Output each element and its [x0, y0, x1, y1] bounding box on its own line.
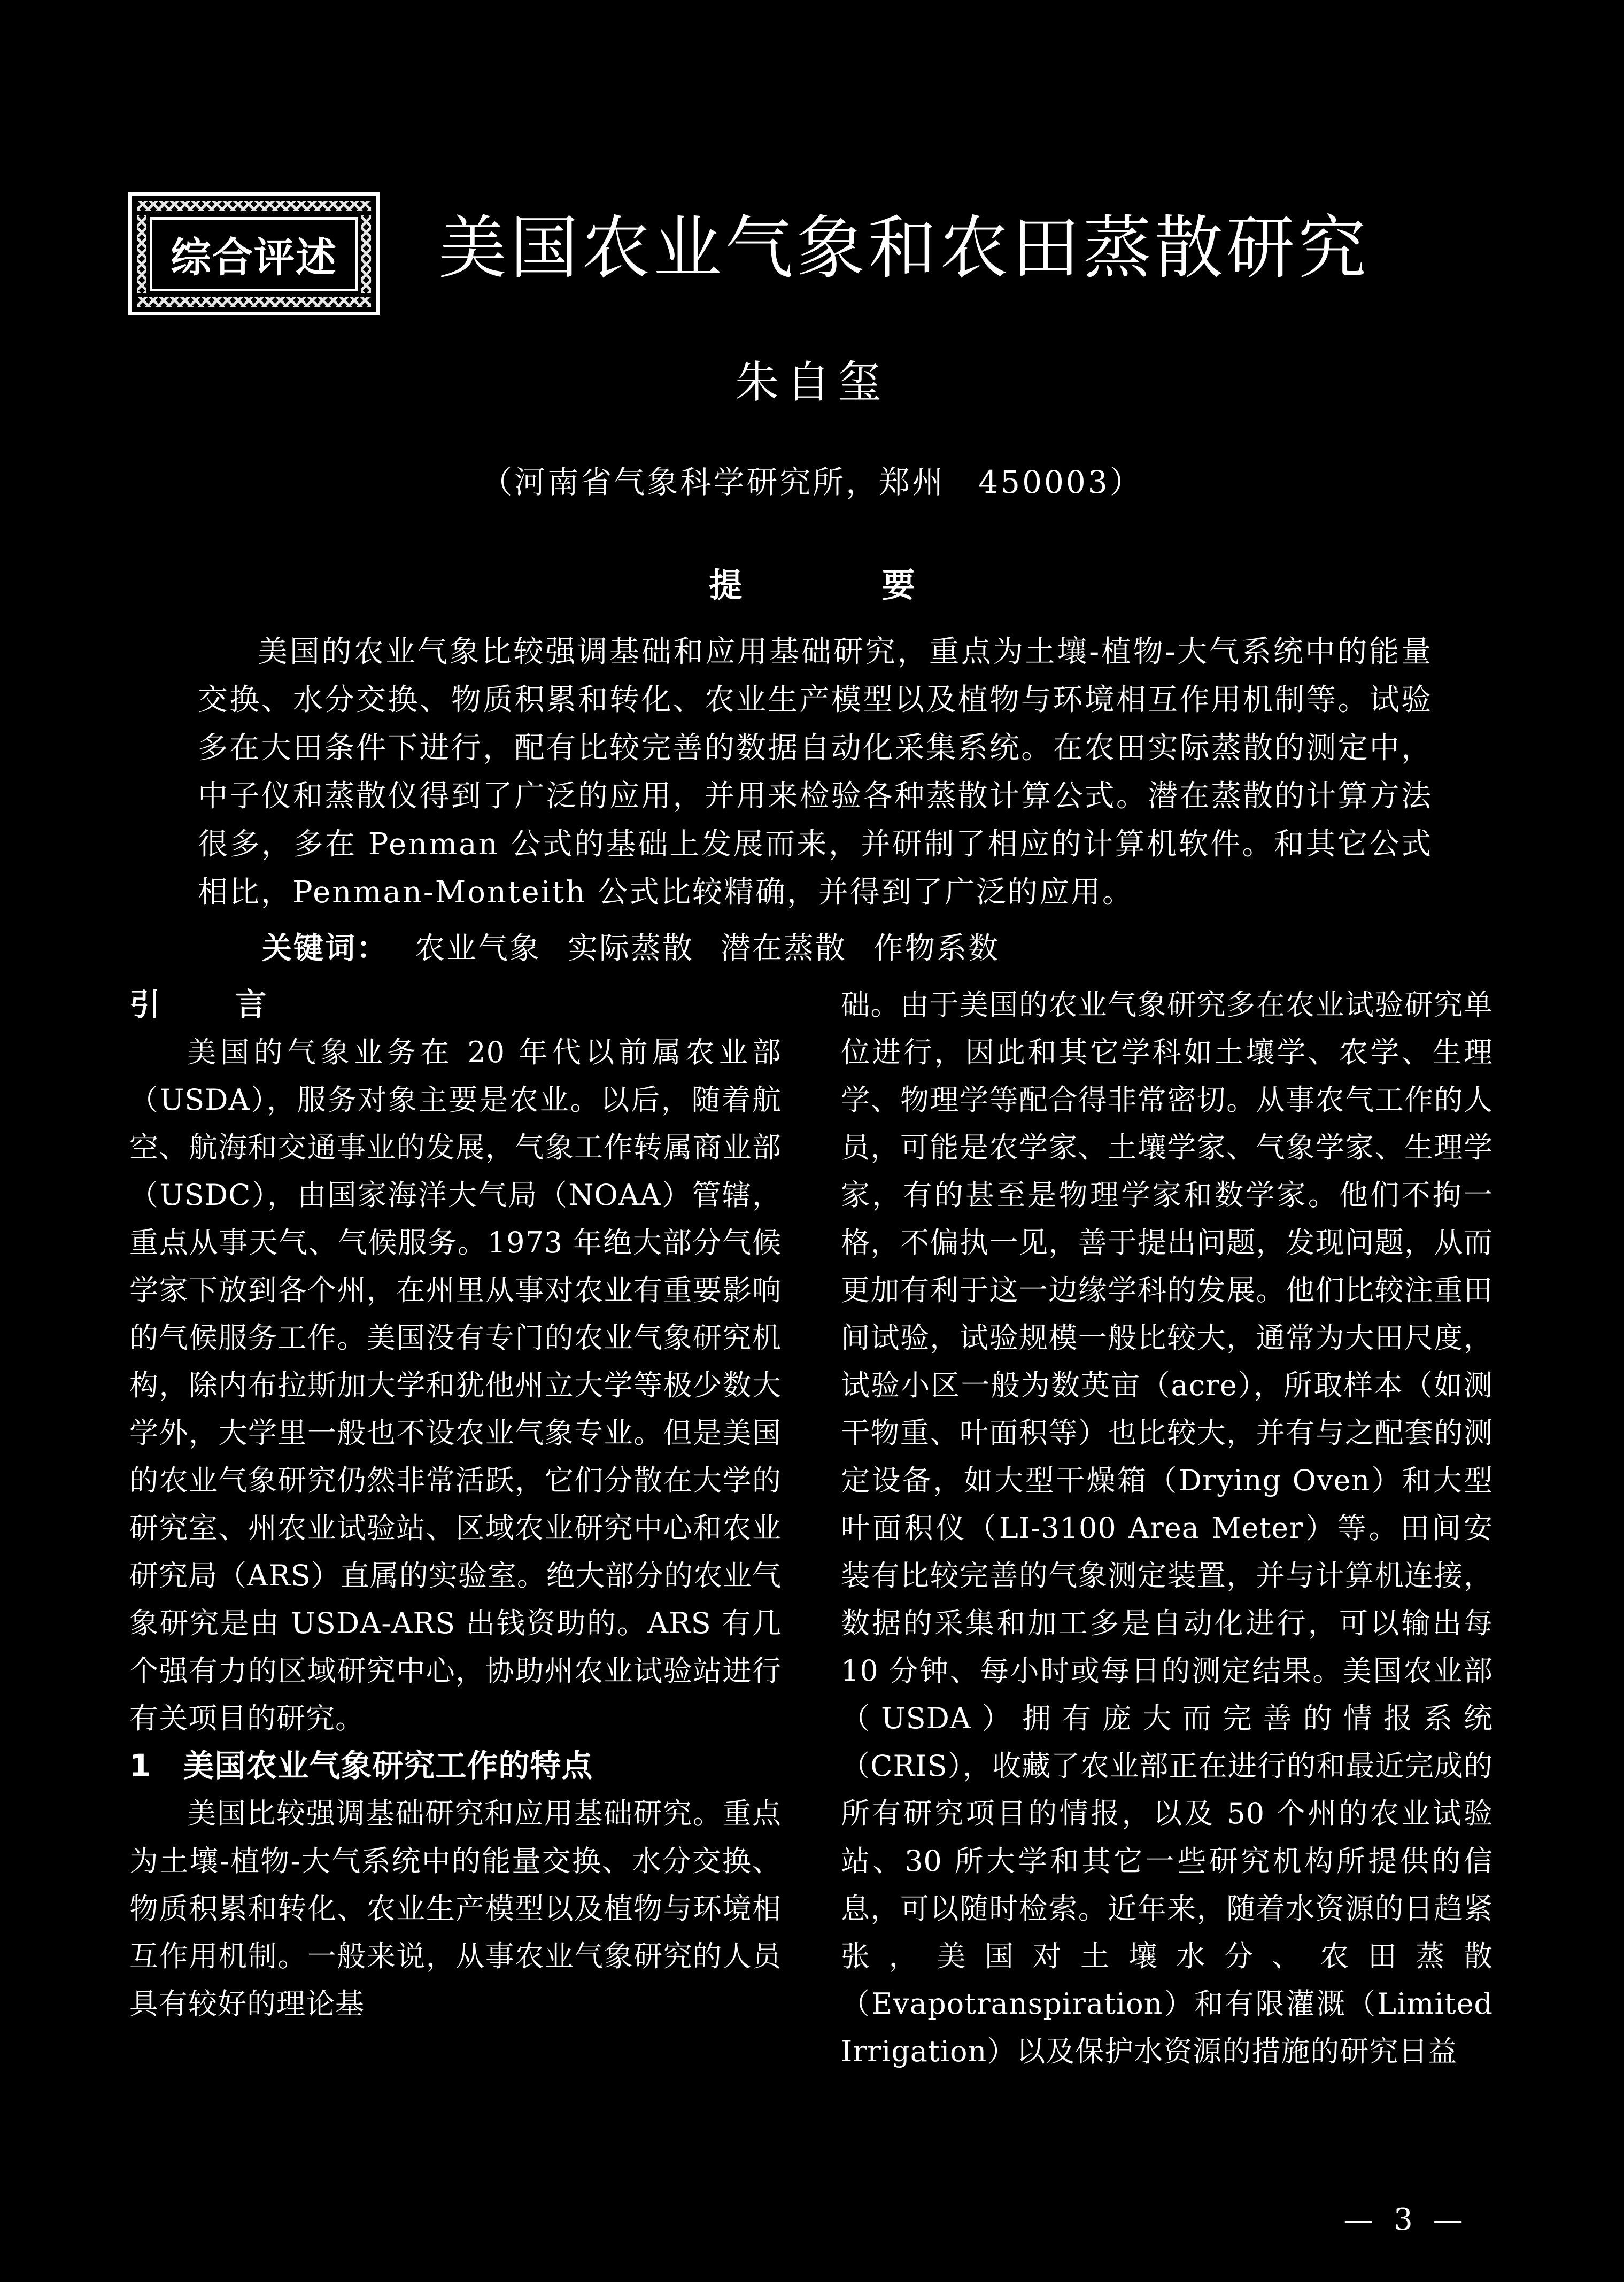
body-column-left: [129, 981, 782, 2028]
badge-border-pattern-left: [137, 215, 146, 293]
section-1-paragraph-continued: 础。由于美国的农业气象研究多在农业试验研究单位进行，因此和其它学科如土壤学、农学、生理学、物理学等配合得非常密切。从事农气工作的人员，可能是农学家、土壤学家、气象学家、生理学家，有的甚至是物理学家和数学家。他们不拘一格，不偏执一见，善于提出问题，发现问题，从而更加有利于这一边缘学科的发展。他们比较注重田间试验，试验规模一般比较大，通常为大田尺度，试验小区一般为数英亩（acre），所取样本（如测干物重、叶面积等）也比较大，并有与之配套的测定设备，如大型干燥箱（Drying Oven）和大型叶面积仪（LI-3100 Area Meter）等。田间安装有比较完善的气象测定装置，并与计算机连接，数据的采集和加工多是自动化进行，可以输出每 10 分钟、每小时或每日的测定结果。美国农业部（USDA）拥有庞大而完善的情报系统（CRIS），收藏了农业部正在进行的和最近完成的所有研究项目的情报，以及 50 个州的农业试验站、30 所大学和其它一些研究机构所提供的信息，可以随时检索。近年来，随着水资源的日趋紧张，美国对土壤水分、农田蒸散（Evapotranspiration）和有限灌溉（Limited Irrigation）以及保护水资源的措施的研究日益: [841, 988, 1493, 2068]
keyword-item: 潜在蒸散: [721, 931, 847, 966]
abstract-text: 美国的农业气象比较强调基础和应用基础研究，重点为土壤-植物-大气系统中的能量交换、水分交换、物质积累和转化、农业生产模型以及植物与环境相互作用机制等。试验多在大田条件下进行，配有比较完善的数据自动化采集系统。在农田实际蒸散的测定中，中子仪和蒸散仪得到了广泛的应用，并用来检验各种蒸散计算公式。潜在蒸散的计算方法很多，多在 Penman 公式的基础上发展而来，并研制了相应的计算机软件。和其它公式相比，Penman-Monteith 公式比较精确，并得到了广泛的应用。: [198, 635, 1433, 910]
keywords-line: [262, 925, 1491, 968]
badge-border-pattern-bottom: [137, 297, 371, 307]
intro-heading: 引 言: [129, 986, 299, 1023]
section-1-heading: 1 美国农业气象研究工作的特点: [129, 1747, 593, 1784]
author-name: 朱自玺: [734, 357, 889, 408]
badge-label: 综合评述: [150, 217, 358, 291]
keyword-item: 实际蒸散: [568, 931, 694, 966]
badge-border-pattern-top: [137, 201, 371, 211]
page-number: — 3 —: [1343, 2202, 1468, 2237]
keyword-item: 农业气象: [415, 931, 541, 966]
column-badge: [128, 192, 380, 315]
section-1-paragraph: 美国比较强调基础研究和应用基础研究。重点为土壤-植物-大气系统中的能量交换、水分交换、物质积累和转化、农业生产模型以及植物与环境相互作用机制。一般来说，从事农业气象研究的人员具有较好的理论基: [129, 1797, 782, 2021]
keywords-label: 关键词：: [262, 931, 388, 966]
abstract-heading: 提 要: [709, 566, 979, 605]
badge-border-pattern-right: [361, 215, 371, 293]
article-title: 美国农业气象和农田蒸散研究: [438, 208, 1370, 288]
keyword-item: 作物系数: [873, 931, 1000, 966]
author-affiliation: （河南省气象科学研究所，郑州 450003）: [481, 464, 1143, 500]
body-column-right: [841, 981, 1493, 2075]
intro-paragraph: 美国的气象业务在 20 年代以前属农业部（USDA），服务对象主要是农业。以后，随着航空、航海和交通事业的发展，气象工作转属商业部（USDC），由国家海洋大气局（NOAA）管辖，重点从事天气、气候服务。1973 年绝大部分气候学家下放到各个州，在州里从事对农业有重要影响的气候服务工作。美国没有专门的农业气象研究机构，除内布拉斯加大学和犹他州立大学等极少数大学外，大学里一般也不设农业气象专业。但是美国的农业气象研究仍然非常活跃，它们分散在大学的研究室、州农业试验站、区域农业研究中心和农业研究局（ARS）直属的实验室。绝大部分的农业气象研究是由 USDA-ARS 出钱资助的。ARS 有几个强有力的区域研究中心，协助州农业试验站进行有关项目的研究。: [129, 1035, 782, 1735]
